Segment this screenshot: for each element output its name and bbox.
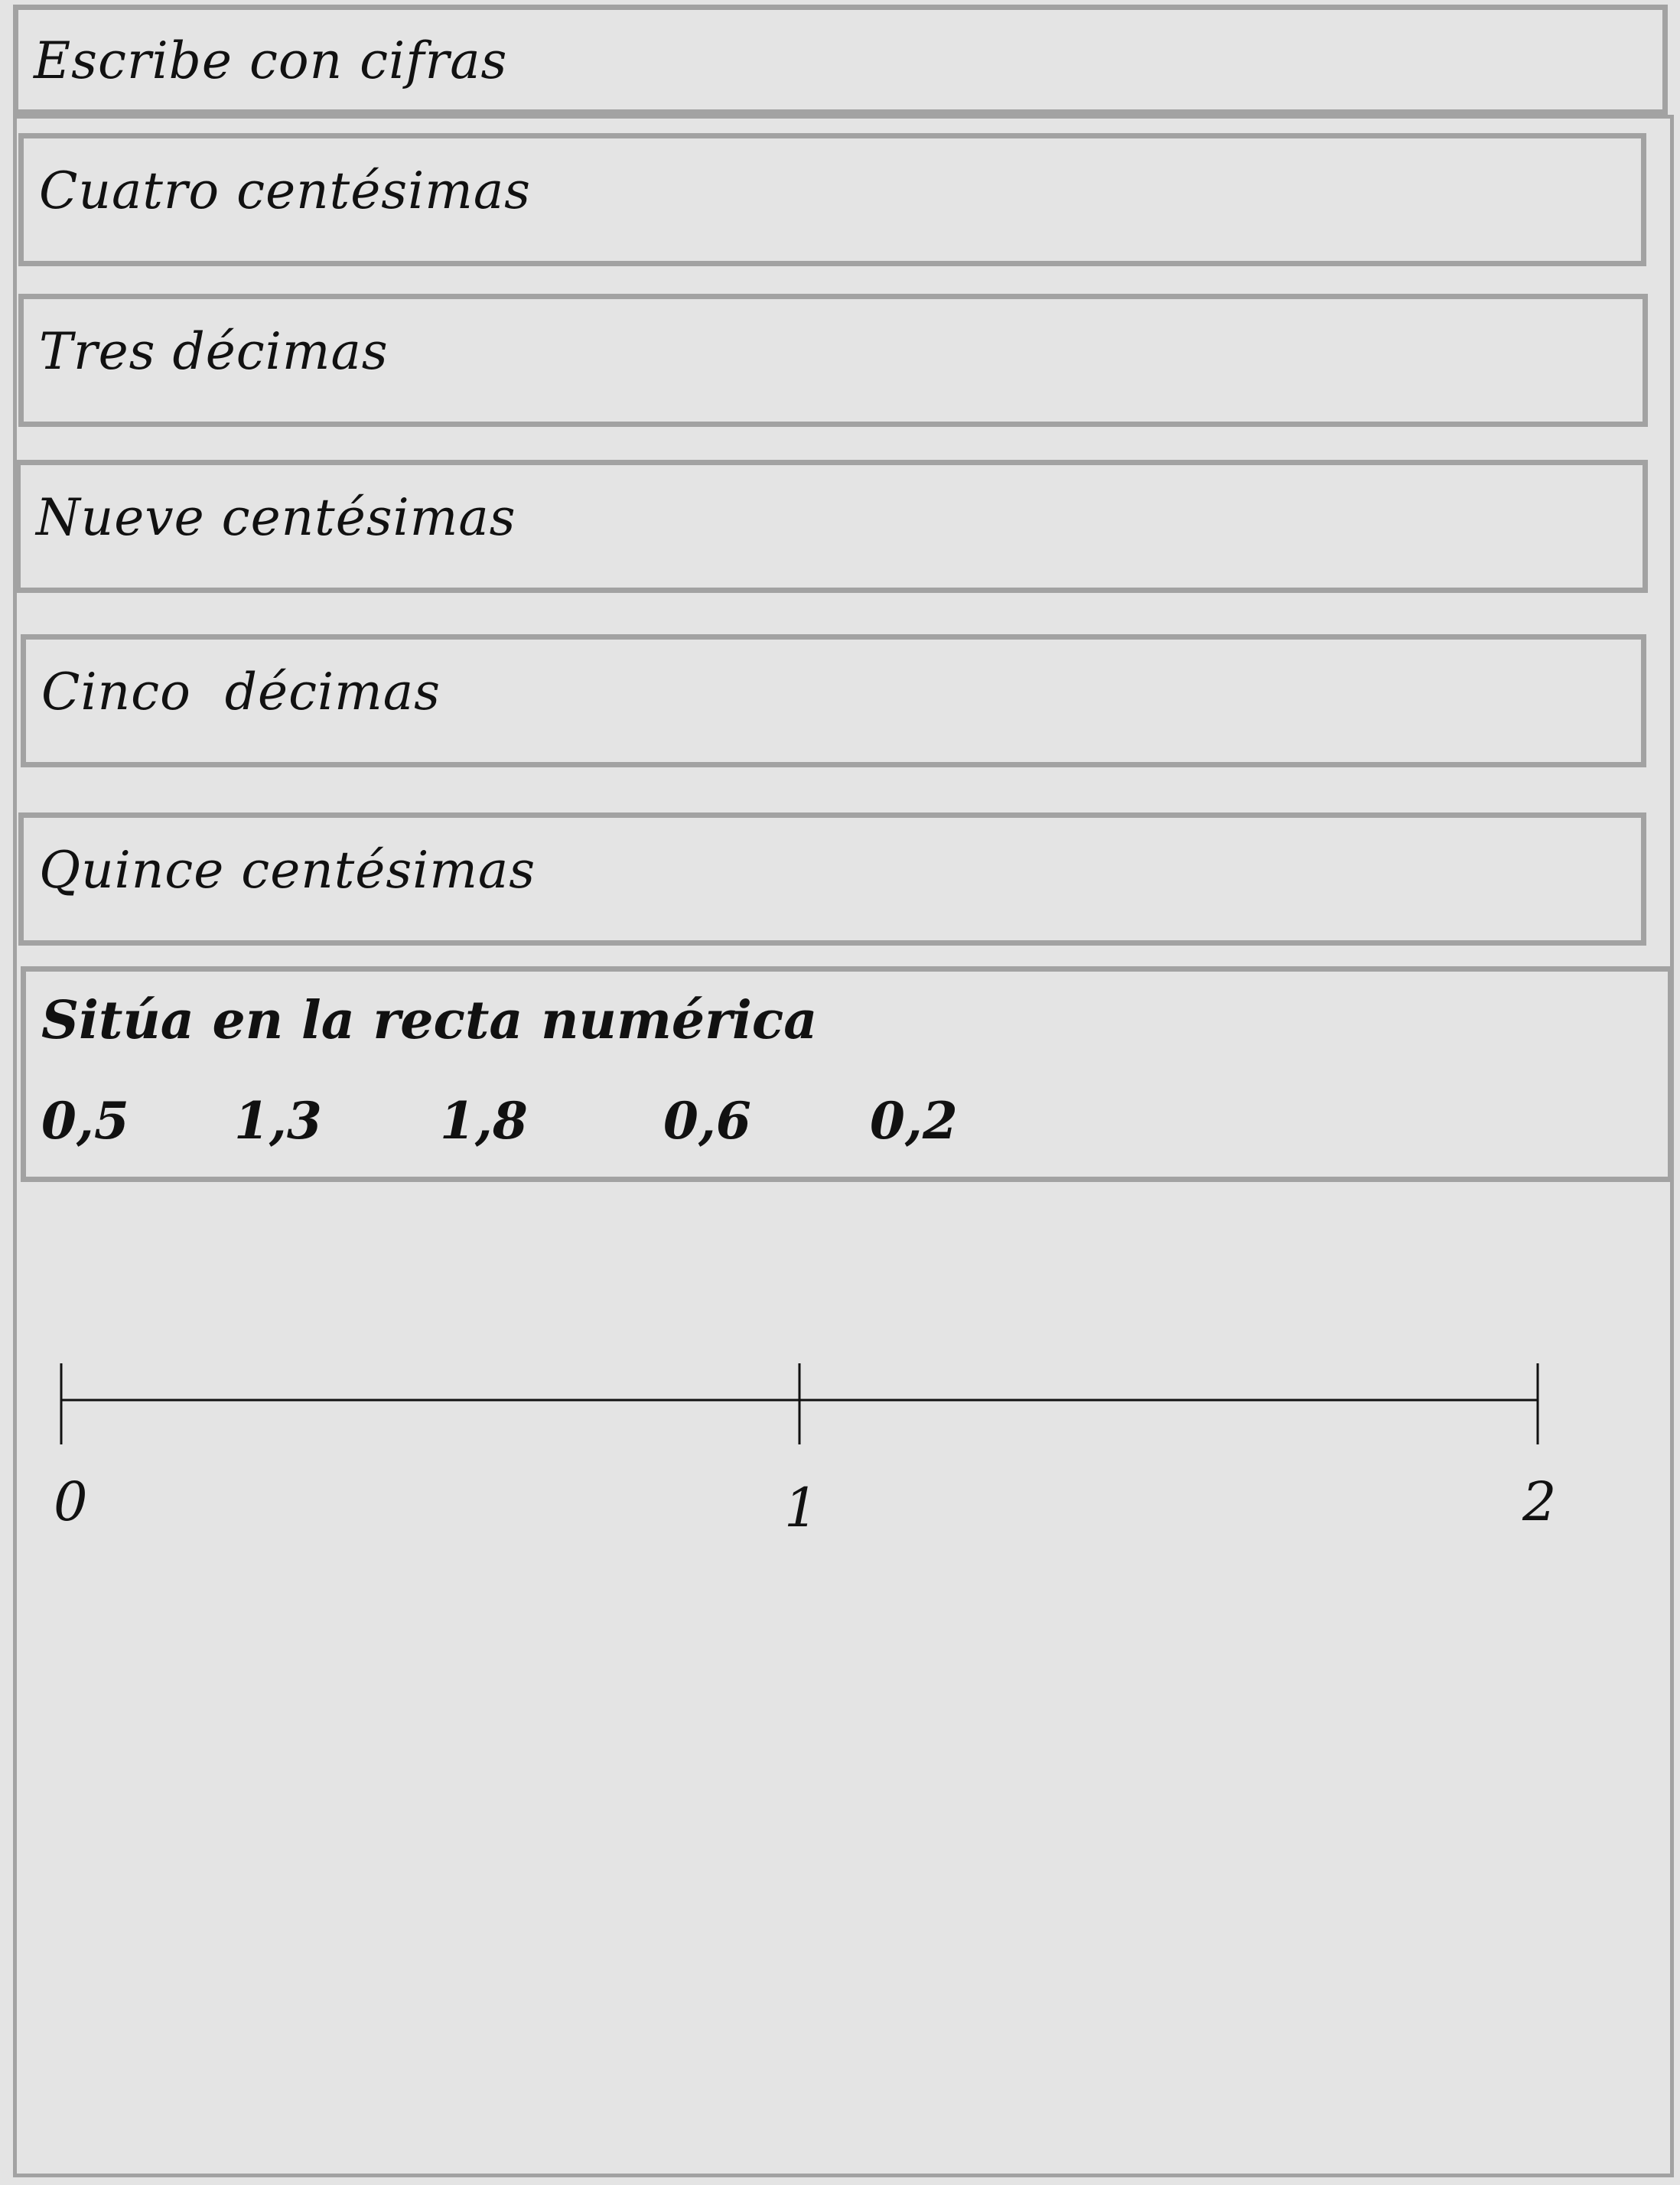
number-line[interactable] — [0, 1331, 1680, 1530]
prompt-text-5: Quince centésimas — [39, 841, 536, 900]
prompt-text-2: Tres décimas — [39, 322, 389, 381]
answer-box-3[interactable] — [15, 460, 1648, 593]
answer-box-2[interactable] — [18, 294, 1648, 427]
instruction-header — [13, 5, 1668, 115]
number-line-tick-label-1: 1 — [784, 1477, 819, 1530]
value-to-place-4: 0,6 — [663, 1091, 751, 1151]
answer-box-1[interactable] — [18, 133, 1646, 266]
instruction-title: Escribe con cifras — [34, 31, 508, 90]
number-line-tick-label-0: 0 — [54, 1470, 88, 1530]
value-to-place-1: 0,5 — [41, 1091, 129, 1151]
prompt-text-1: Cuatro centésimas — [39, 161, 532, 220]
value-to-place-2: 1,3 — [234, 1091, 322, 1151]
number-line-task-title: Sitúa en la recta numérica — [41, 990, 818, 1051]
number-line-tick-label-2: 2 — [1522, 1470, 1557, 1530]
answer-box-5[interactable] — [18, 812, 1646, 946]
value-to-place-3: 1,8 — [440, 1091, 528, 1151]
prompt-text-3: Nueve centésimas — [36, 488, 516, 547]
prompt-text-4: Cinco décimas — [41, 663, 441, 721]
number-line-task-box — [21, 966, 1673, 1182]
value-to-place-5: 0,2 — [870, 1091, 958, 1151]
answer-box-4[interactable] — [21, 634, 1646, 767]
